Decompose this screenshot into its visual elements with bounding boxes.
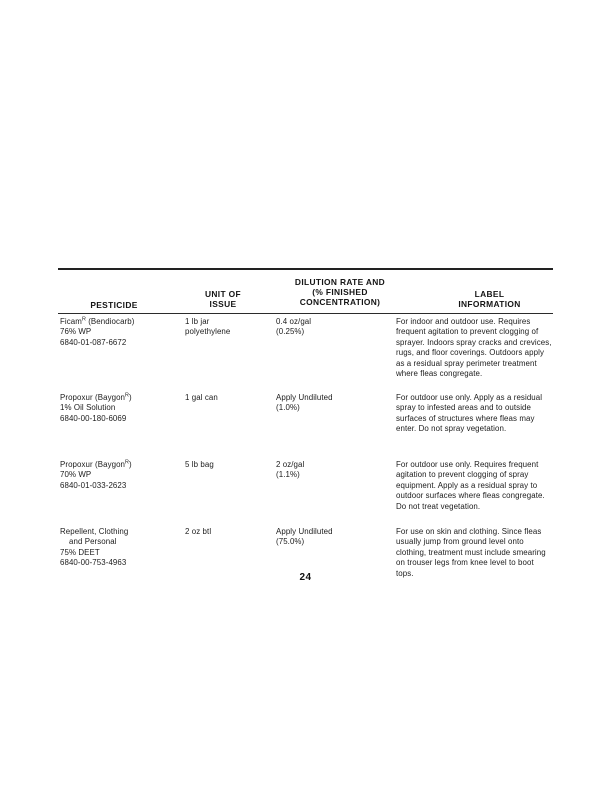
- pesticide-table: [58, 268, 553, 601]
- cell-dilution-rate: [276, 393, 396, 414]
- registered-mark-icon: R: [81, 316, 86, 323]
- cell-label-information: For outdoor use only. Apply as a residual spray to infested areas and to outside surfaces of structures where fleas may enter. Do not spray vegetation.: [396, 392, 543, 434]
- cell-pesticide: [60, 460, 188, 491]
- column-header-label-line1: LABEL: [474, 288, 505, 299]
- pesticide-name-text: Ficam: [60, 316, 82, 326]
- column-header-unit-line1: UNIT OF: [205, 288, 241, 299]
- column-header-dilution-rate: [270, 277, 410, 308]
- table-row: [58, 527, 553, 601]
- cell-unit-of-issue: [185, 460, 267, 470]
- pesticide-name-line1: [60, 317, 188, 327]
- cell-unit-of-issue: [185, 317, 267, 338]
- pesticide-name-line1b: and Personal: [69, 537, 117, 547]
- dilution-concentration: (1.0%): [276, 403, 300, 413]
- cell-pesticide: [60, 317, 188, 348]
- pesticide-stock-number: 6840-00-180-6069: [60, 413, 127, 423]
- unit-line1: 5 lb bag: [185, 459, 214, 469]
- cell-pesticide: [60, 393, 188, 424]
- pesticide-name-line2: 75% DEET: [60, 547, 100, 557]
- pesticide-stock-number: 6840-01-087-6672: [60, 337, 127, 347]
- table-row: [58, 393, 553, 460]
- column-header-unit-line2: ISSUE: [209, 299, 237, 309]
- column-header-dilution-line2: (% FINISHED: [312, 287, 368, 297]
- dilution-concentration: (75.0%): [276, 537, 305, 547]
- column-header-unit-of-issue: [180, 289, 266, 310]
- pesticide-name-text: Propoxur (Baygon: [60, 459, 126, 469]
- column-header-pesticide: [58, 300, 170, 310]
- pesticide-name-line2: 70% WP: [60, 470, 92, 480]
- table-body: [58, 314, 553, 601]
- unit-line2: polyethylene: [185, 327, 231, 337]
- column-header-pesticide-label: PESTICIDE: [90, 299, 138, 310]
- unit-line1: 1 gal can: [185, 392, 218, 402]
- column-header-dilution-line1: DILUTION RATE AND: [294, 276, 386, 287]
- pesticide-name-line2: 76% WP: [60, 327, 92, 337]
- dilution-rate: Apply Undiluted: [276, 392, 333, 402]
- column-header-label-information: [426, 289, 553, 310]
- dilution-concentration: (0.25%): [276, 327, 305, 337]
- pesticide-name-line2: 1% Oil Solution: [60, 403, 116, 413]
- pesticide-name-line1: [60, 460, 188, 470]
- registered-mark-icon: R: [125, 392, 130, 399]
- pesticide-name-suffix: ): [129, 459, 132, 469]
- cell-label-information: For outdoor use only. Requires frequent agitation to prevent clogging of spray equipment. Apply as a residual spray to outdoor surfaces where fleas congregate. Do not treat vegetation.: [396, 459, 545, 511]
- page-number: 24: [299, 572, 312, 583]
- table-row: [58, 317, 553, 393]
- cell-pesticide: [60, 527, 188, 569]
- column-header-dilution-line3: CONCENTRATION): [299, 297, 381, 308]
- pesticide-name-suffix: (Bendiocarb): [85, 316, 135, 326]
- pesticide-name-text: Propoxur (Baygon: [60, 392, 126, 402]
- cell-unit-of-issue: [185, 527, 267, 537]
- pesticide-name-suffix: ): [129, 392, 132, 402]
- unit-line1: 2 oz btl: [185, 526, 212, 536]
- pesticide-name-line1: [60, 393, 188, 403]
- unit-line1: 1 lb jar: [185, 316, 210, 326]
- table-header-row: [58, 270, 553, 313]
- dilution-rate: 0.4 oz/gal: [276, 316, 312, 326]
- cell-label-information: For use on skin and clothing. Since fleas usually jump from ground level onto clothing, treatment must include smearing on trouser legs from knee level to boot tops.: [396, 526, 546, 578]
- pesticide-name-line1: Repellent, Clothing: [60, 526, 129, 536]
- cell-label-information: For indoor and outdoor use. Requires frequent agitation to prevent clogging of sprayer. Indoors spray cracks and crevices, rugs, and floor coverings. Outdoors apply as a residual spray perimeter treatment where fleas congregate.: [396, 316, 552, 378]
- registered-mark-icon: R: [125, 459, 130, 466]
- table-row: [58, 460, 553, 527]
- pesticide-stock-number: 6840-01-033-2623: [60, 480, 127, 490]
- cell-dilution-rate: [276, 527, 396, 548]
- dilution-rate: 2 oz/gal: [276, 459, 305, 469]
- dilution-concentration: (1.1%): [276, 470, 300, 480]
- column-header-label-line2: INFORMATION: [458, 299, 521, 309]
- pesticide-stock-number: 6840-00-753-4963: [60, 558, 127, 568]
- cell-unit-of-issue: [185, 393, 267, 403]
- cell-dilution-rate: [276, 317, 396, 338]
- dilution-rate: Apply Undiluted: [276, 526, 333, 536]
- cell-dilution-rate: [276, 460, 396, 481]
